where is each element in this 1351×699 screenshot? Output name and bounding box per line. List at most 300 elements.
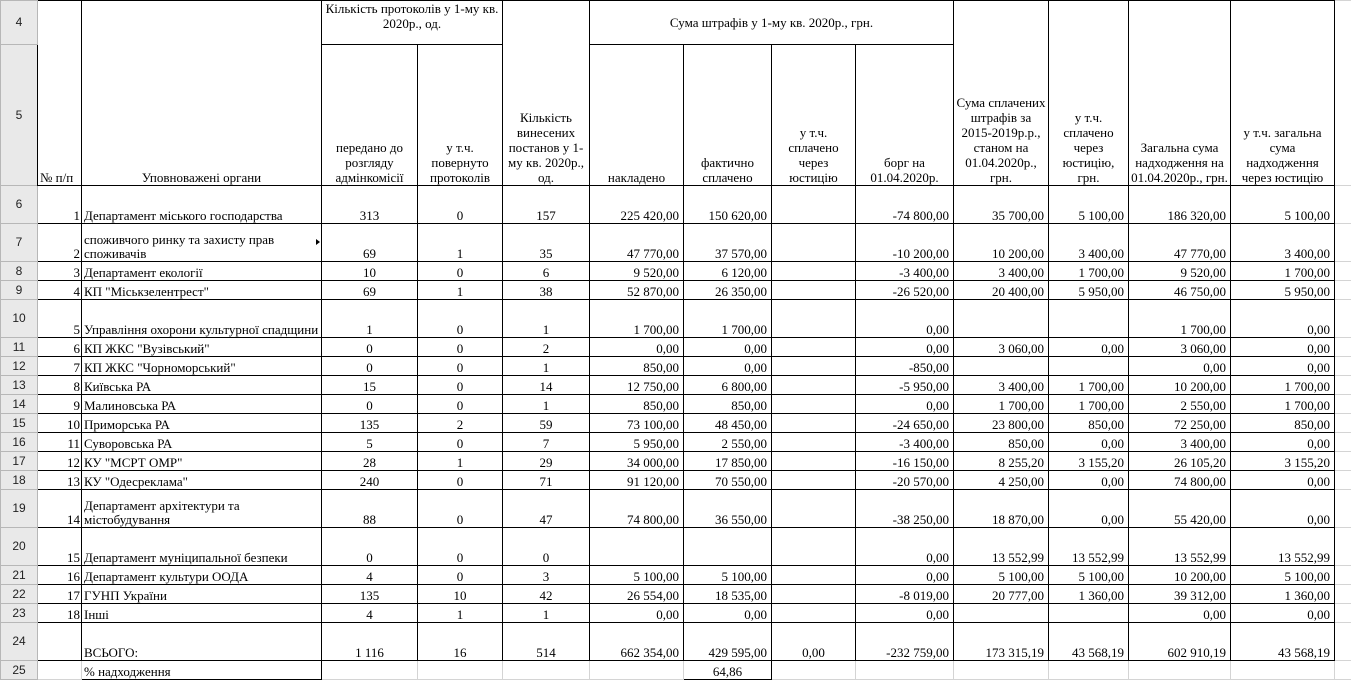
- cell-resolutions[interactable]: 1: [503, 300, 590, 338]
- cell-paid[interactable]: 6 120,00: [684, 262, 772, 281]
- cell-org[interactable]: КУ "МСРТ ОМР": [82, 452, 322, 471]
- cell-org[interactable]: Департамент культури ООДА: [82, 566, 322, 585]
- cell-total[interactable]: 74 800,00: [1129, 471, 1231, 490]
- cell-np[interactable]: 16: [38, 566, 82, 585]
- cell-transferred[interactable]: 0: [322, 528, 418, 566]
- cell-imposed[interactable]: 47 770,00: [590, 224, 684, 262]
- cell-org[interactable]: Департамент архітектури та містобудування: [82, 490, 322, 528]
- row-header[interactable]: 12: [1, 357, 38, 376]
- col-header-imposed[interactable]: накладено: [590, 45, 684, 186]
- percent-value[interactable]: 64,86: [684, 661, 772, 680]
- row-header[interactable]: 10: [1, 300, 38, 338]
- cell-paid-2015-justice[interactable]: 850,00: [1049, 414, 1129, 433]
- empty-cell[interactable]: [1335, 452, 1351, 471]
- cell-paid-2015-justice[interactable]: 0,00: [1049, 433, 1129, 452]
- cell-resolutions[interactable]: 3: [503, 566, 590, 585]
- cell-transferred[interactable]: 135: [322, 414, 418, 433]
- cell-paid-2015[interactable]: 850,00: [954, 433, 1049, 452]
- cell-resolutions[interactable]: 59: [503, 414, 590, 433]
- cell-total-justice[interactable]: 0,00: [1231, 471, 1335, 490]
- row-header[interactable]: 7: [1, 224, 38, 262]
- empty-cell[interactable]: [322, 661, 418, 680]
- cell-transferred[interactable]: 15: [322, 376, 418, 395]
- cell-paid[interactable]: 26 350,00: [684, 281, 772, 300]
- cell-paid-2015[interactable]: 10 200,00: [954, 224, 1049, 262]
- total-income-justice[interactable]: 43 568,19: [1231, 623, 1335, 661]
- row-header[interactable]: 16: [1, 433, 38, 452]
- cell-paid-2015[interactable]: 5 100,00: [954, 566, 1049, 585]
- cell-imposed[interactable]: 850,00: [590, 395, 684, 414]
- cell-debt[interactable]: 0,00: [856, 300, 954, 338]
- total-income[interactable]: 602 910,19: [1129, 623, 1231, 661]
- cell-imposed[interactable]: 850,00: [590, 357, 684, 376]
- empty-cell[interactable]: [1335, 224, 1351, 262]
- col-header-returned[interactable]: у т.ч. повернуто протоколів: [418, 45, 503, 186]
- cell-paid-2015[interactable]: [954, 604, 1049, 623]
- cell-org[interactable]: ГУНП України: [82, 585, 322, 604]
- cell-org[interactable]: Управління охорони культурної спадщини: [82, 300, 322, 338]
- cell-returned[interactable]: 0: [418, 376, 503, 395]
- total-paid-justice[interactable]: 0,00: [772, 623, 856, 661]
- cell-paid-2015-justice[interactable]: 5 950,00: [1049, 281, 1129, 300]
- cell-resolutions[interactable]: 0: [503, 528, 590, 566]
- total-paid-2015-justice[interactable]: 43 568,19: [1049, 623, 1129, 661]
- empty-cell[interactable]: [1335, 300, 1351, 338]
- cell-np[interactable]: 14: [38, 490, 82, 528]
- cell-resolutions[interactable]: 14: [503, 376, 590, 395]
- cell-total-justice[interactable]: 0,00: [1231, 300, 1335, 338]
- cell-total[interactable]: 1 700,00: [1129, 300, 1231, 338]
- cell-debt[interactable]: -3 400,00: [856, 433, 954, 452]
- cell-paid-justice[interactable]: [772, 471, 856, 490]
- cell-total[interactable]: 10 200,00: [1129, 566, 1231, 585]
- cell-paid-2015[interactable]: [954, 300, 1049, 338]
- cell-paid-2015-justice[interactable]: [1049, 604, 1129, 623]
- row-header[interactable]: 25: [1, 661, 38, 680]
- empty-cell[interactable]: [1335, 357, 1351, 376]
- row-header[interactable]: 9: [1, 281, 38, 300]
- percent-label[interactable]: % надходження: [82, 661, 322, 680]
- cell-resolutions[interactable]: 35: [503, 224, 590, 262]
- total-imposed[interactable]: 662 354,00: [590, 623, 684, 661]
- cell-org[interactable]: Департамент екології: [82, 262, 322, 281]
- cell-paid-2015[interactable]: 35 700,00: [954, 186, 1049, 224]
- empty-cell[interactable]: [1335, 414, 1351, 433]
- cell-returned[interactable]: 2: [418, 414, 503, 433]
- cell-total-justice[interactable]: 3 400,00: [1231, 224, 1335, 262]
- cell-paid-2015[interactable]: 20 777,00: [954, 585, 1049, 604]
- cell-total-justice[interactable]: 1 700,00: [1231, 262, 1335, 281]
- total-resolutions[interactable]: 514: [503, 623, 590, 661]
- cell-returned[interactable]: 0: [418, 300, 503, 338]
- cell-transferred[interactable]: 4: [322, 566, 418, 585]
- col-header-resolutions[interactable]: Кількість винесених постанов у 1-му кв. 2020р., од.: [503, 1, 590, 186]
- cell-transferred[interactable]: 4: [322, 604, 418, 623]
- cell-np[interactable]: 15: [38, 528, 82, 566]
- empty-cell[interactable]: [1335, 566, 1351, 585]
- cell-total[interactable]: 9 520,00: [1129, 262, 1231, 281]
- cell-debt[interactable]: -8 019,00: [856, 585, 954, 604]
- empty-cell[interactable]: [1129, 661, 1231, 680]
- cell-returned[interactable]: 0: [418, 566, 503, 585]
- cell-paid[interactable]: 0,00: [684, 357, 772, 376]
- empty-cell[interactable]: [1335, 471, 1351, 490]
- col-header-paid-2015[interactable]: Сума сплачених штрафів за 2015-2019р.р., станом на 01.04.2020р., грн.: [954, 1, 1049, 186]
- cell-returned[interactable]: 0: [418, 186, 503, 224]
- cell-resolutions[interactable]: 42: [503, 585, 590, 604]
- empty-cell[interactable]: [1335, 395, 1351, 414]
- cell-np[interactable]: 17: [38, 585, 82, 604]
- cell-total[interactable]: 26 105,20: [1129, 452, 1231, 471]
- col-header-transferred[interactable]: передано до розгляду адмінкомісії: [322, 45, 418, 186]
- cell-debt[interactable]: -5 950,00: [856, 376, 954, 395]
- cell-imposed[interactable]: 34 000,00: [590, 452, 684, 471]
- cell-transferred[interactable]: 5: [322, 433, 418, 452]
- cell-np[interactable]: 8: [38, 376, 82, 395]
- cell-paid-2015-justice[interactable]: 0,00: [1049, 490, 1129, 528]
- cell-resolutions[interactable]: 1: [503, 395, 590, 414]
- row-header[interactable]: 8: [1, 262, 38, 281]
- total-paid-2015[interactable]: 173 315,19: [954, 623, 1049, 661]
- cell-debt[interactable]: -20 570,00: [856, 471, 954, 490]
- empty-cell[interactable]: [1335, 623, 1351, 661]
- cell-returned[interactable]: 1: [418, 281, 503, 300]
- col-header-paid[interactable]: фактично сплачено: [684, 45, 772, 186]
- cell-paid[interactable]: 150 620,00: [684, 186, 772, 224]
- cell-paid[interactable]: 48 450,00: [684, 414, 772, 433]
- cell-paid-2015-justice[interactable]: 5 100,00: [1049, 566, 1129, 585]
- cell-total[interactable]: 72 250,00: [1129, 414, 1231, 433]
- cell-imposed[interactable]: 26 554,00: [590, 585, 684, 604]
- cell-np[interactable]: 13: [38, 471, 82, 490]
- cell-total[interactable]: 186 320,00: [1129, 186, 1231, 224]
- cell-np[interactable]: 5: [38, 300, 82, 338]
- cell-resolutions[interactable]: 47: [503, 490, 590, 528]
- row-header[interactable]: 4: [1, 1, 38, 45]
- cell-org[interactable]: Департамент муніципальної безпеки: [82, 528, 322, 566]
- cell-transferred[interactable]: 240: [322, 471, 418, 490]
- cell-transferred[interactable]: 0: [322, 338, 418, 357]
- cell-imposed[interactable]: 74 800,00: [590, 490, 684, 528]
- cell-total-justice[interactable]: 850,00: [1231, 414, 1335, 433]
- cell-debt[interactable]: -38 250,00: [856, 490, 954, 528]
- cell-paid[interactable]: 0,00: [684, 338, 772, 357]
- cell-paid[interactable]: 17 850,00: [684, 452, 772, 471]
- cell-total-justice[interactable]: 5 100,00: [1231, 566, 1335, 585]
- cell-transferred[interactable]: 10: [322, 262, 418, 281]
- cell-paid-justice[interactable]: [772, 452, 856, 471]
- row-header[interactable]: 13: [1, 376, 38, 395]
- cell-imposed[interactable]: 225 420,00: [590, 186, 684, 224]
- cell-returned[interactable]: 0: [418, 471, 503, 490]
- cell-total-justice[interactable]: 0,00: [1231, 338, 1335, 357]
- empty-cell[interactable]: [772, 661, 856, 680]
- cell-debt[interactable]: 0,00: [856, 604, 954, 623]
- cell-returned[interactable]: 1: [418, 224, 503, 262]
- empty-cell[interactable]: [954, 661, 1049, 680]
- cell-imposed[interactable]: 1 700,00: [590, 300, 684, 338]
- cell-total[interactable]: 13 552,99: [1129, 528, 1231, 566]
- cell-imposed[interactable]: 73 100,00: [590, 414, 684, 433]
- cell-imposed[interactable]: 0,00: [590, 604, 684, 623]
- cell-org[interactable]: Київська РА: [82, 376, 322, 395]
- cell-np[interactable]: 9: [38, 395, 82, 414]
- cell-paid-justice[interactable]: [772, 357, 856, 376]
- cell-transferred[interactable]: 1: [322, 300, 418, 338]
- row-header[interactable]: 23: [1, 604, 38, 623]
- cell-org[interactable]: КП ЖКС "Чорноморський": [82, 357, 322, 376]
- cell-transferred[interactable]: 0: [322, 357, 418, 376]
- cell-resolutions[interactable]: 157: [503, 186, 590, 224]
- cell-paid-2015[interactable]: 23 800,00: [954, 414, 1049, 433]
- cell-debt[interactable]: 0,00: [856, 528, 954, 566]
- cell-paid[interactable]: 1 700,00: [684, 300, 772, 338]
- cell-returned[interactable]: 0: [418, 338, 503, 357]
- cell-paid-2015-justice[interactable]: [1049, 300, 1129, 338]
- cell-resolutions[interactable]: 6: [503, 262, 590, 281]
- cell-paid-2015-justice[interactable]: [1049, 357, 1129, 376]
- empty-cell[interactable]: [1335, 186, 1351, 224]
- cell-total[interactable]: 55 420,00: [1129, 490, 1231, 528]
- cell-paid-justice[interactable]: [772, 338, 856, 357]
- cell-returned[interactable]: 0: [418, 433, 503, 452]
- empty-cell[interactable]: [1335, 281, 1351, 300]
- cell-paid-justice[interactable]: [772, 433, 856, 452]
- cell-paid-2015-justice[interactable]: 1 700,00: [1049, 376, 1129, 395]
- empty-cell[interactable]: [1335, 262, 1351, 281]
- cell-np[interactable]: 12: [38, 452, 82, 471]
- cell-transferred[interactable]: 69: [322, 224, 418, 262]
- row-header[interactable]: 14: [1, 395, 38, 414]
- cell-resolutions[interactable]: 38: [503, 281, 590, 300]
- cell-debt[interactable]: 0,00: [856, 566, 954, 585]
- cell-org[interactable]: Приморська РА: [82, 414, 322, 433]
- cell-paid-justice[interactable]: [772, 604, 856, 623]
- cell-total-justice[interactable]: 0,00: [1231, 357, 1335, 376]
- cell-np[interactable]: 7: [38, 357, 82, 376]
- cell-transferred[interactable]: 28: [322, 452, 418, 471]
- cell-transferred[interactable]: 69: [322, 281, 418, 300]
- empty-cell[interactable]: [1335, 1, 1351, 186]
- col-header-paid-2015-justice[interactable]: у т.ч. сплачено через юстицію, грн.: [1049, 1, 1129, 186]
- cell-total-justice[interactable]: 0,00: [1231, 490, 1335, 528]
- row-header[interactable]: 6: [1, 186, 38, 224]
- cell-paid-2015-justice[interactable]: 0,00: [1049, 471, 1129, 490]
- cell-returned[interactable]: 0: [418, 357, 503, 376]
- cell-total[interactable]: 10 200,00: [1129, 376, 1231, 395]
- cell-debt[interactable]: 0,00: [856, 395, 954, 414]
- total-debt[interactable]: -232 759,00: [856, 623, 954, 661]
- cell-imposed[interactable]: 5 950,00: [590, 433, 684, 452]
- cell-debt[interactable]: -24 650,00: [856, 414, 954, 433]
- cell-paid-2015[interactable]: 4 250,00: [954, 471, 1049, 490]
- cell-paid-2015[interactable]: 20 400,00: [954, 281, 1049, 300]
- col-header-np[interactable]: № п/п: [38, 1, 82, 186]
- cell-resolutions[interactable]: 1: [503, 357, 590, 376]
- cell-total[interactable]: 46 750,00: [1129, 281, 1231, 300]
- cell-paid-justice[interactable]: [772, 566, 856, 585]
- cell-resolutions[interactable]: 1: [503, 604, 590, 623]
- cell-paid[interactable]: 70 550,00: [684, 471, 772, 490]
- cell-paid-justice[interactable]: [772, 414, 856, 433]
- cell-paid-justice[interactable]: [772, 395, 856, 414]
- cell-debt[interactable]: -16 150,00: [856, 452, 954, 471]
- cell-np[interactable]: 6: [38, 338, 82, 357]
- cell-paid-2015[interactable]: 3 400,00: [954, 376, 1049, 395]
- cell-paid-justice[interactable]: [772, 300, 856, 338]
- cell-total-justice[interactable]: 5 950,00: [1231, 281, 1335, 300]
- row-header[interactable]: 20: [1, 528, 38, 566]
- cell-np[interactable]: 2: [38, 224, 82, 262]
- cell-returned[interactable]: 0: [418, 528, 503, 566]
- col-header-org[interactable]: Уповноважені органи: [82, 1, 322, 186]
- cell-transferred[interactable]: 135: [322, 585, 418, 604]
- empty-cell[interactable]: [1335, 661, 1351, 680]
- col-header-paid-justice[interactable]: у т.ч. сплачено через юстицію: [772, 45, 856, 186]
- cell-paid-justice[interactable]: [772, 528, 856, 566]
- cell-debt[interactable]: -10 200,00: [856, 224, 954, 262]
- cell-paid-justice[interactable]: [772, 490, 856, 528]
- cell-paid[interactable]: 2 550,00: [684, 433, 772, 452]
- empty-cell[interactable]: [1335, 585, 1351, 604]
- cell-paid-justice[interactable]: [772, 224, 856, 262]
- cell-total[interactable]: 0,00: [1129, 357, 1231, 376]
- cell-paid[interactable]: 36 550,00: [684, 490, 772, 528]
- cell-resolutions[interactable]: 71: [503, 471, 590, 490]
- cell-debt[interactable]: -850,00: [856, 357, 954, 376]
- row-header[interactable]: 18: [1, 471, 38, 490]
- group-header-fines[interactable]: Сума штрафів у 1-му кв. 2020р., грн.: [590, 1, 954, 45]
- cell-paid-2015-justice[interactable]: 13 552,99: [1049, 528, 1129, 566]
- cell-org[interactable]: КУ "Одесреклама": [82, 471, 322, 490]
- total-paid[interactable]: 429 595,00: [684, 623, 772, 661]
- cell-returned[interactable]: 0: [418, 490, 503, 528]
- empty-cell[interactable]: [1335, 490, 1351, 528]
- cell-np[interactable]: [38, 623, 82, 661]
- row-header[interactable]: 22: [1, 585, 38, 604]
- row-header[interactable]: 21: [1, 566, 38, 585]
- cell-paid-justice[interactable]: [772, 186, 856, 224]
- cell-total[interactable]: 3 060,00: [1129, 338, 1231, 357]
- cell-np[interactable]: 3: [38, 262, 82, 281]
- cell-resolutions[interactable]: 2: [503, 338, 590, 357]
- cell-paid-2015[interactable]: [954, 357, 1049, 376]
- empty-cell[interactable]: [1049, 661, 1129, 680]
- cell-total[interactable]: 39 312,00: [1129, 585, 1231, 604]
- cell-np[interactable]: 18: [38, 604, 82, 623]
- empty-cell[interactable]: [1335, 433, 1351, 452]
- total-label[interactable]: ВСЬОГО:: [82, 623, 322, 661]
- cell-paid[interactable]: 18 535,00: [684, 585, 772, 604]
- cell-imposed[interactable]: [590, 528, 684, 566]
- cell-org[interactable]: КП "Міськзелентрест": [82, 281, 322, 300]
- cell-transferred[interactable]: 88: [322, 490, 418, 528]
- cell-paid-2015-justice[interactable]: 0,00: [1049, 338, 1129, 357]
- cell-paid-2015-justice[interactable]: 3 155,20: [1049, 452, 1129, 471]
- cell-total[interactable]: 47 770,00: [1129, 224, 1231, 262]
- cell-np[interactable]: [38, 661, 82, 680]
- cell-org[interactable]: Інші: [82, 604, 322, 623]
- cell-np[interactable]: 1: [38, 186, 82, 224]
- cell-debt[interactable]: -26 520,00: [856, 281, 954, 300]
- empty-cell[interactable]: [1335, 604, 1351, 623]
- cell-imposed[interactable]: 91 120,00: [590, 471, 684, 490]
- row-header[interactable]: 11: [1, 338, 38, 357]
- cell-total-justice[interactable]: 1 700,00: [1231, 376, 1335, 395]
- cell-total-justice[interactable]: 13 552,99: [1231, 528, 1335, 566]
- cell-total-justice[interactable]: 1 700,00: [1231, 395, 1335, 414]
- cell-paid-2015-justice[interactable]: 1 700,00: [1049, 262, 1129, 281]
- empty-cell[interactable]: [856, 661, 954, 680]
- cell-imposed[interactable]: 9 520,00: [590, 262, 684, 281]
- empty-cell[interactable]: [1335, 528, 1351, 566]
- total-returned[interactable]: 16: [418, 623, 503, 661]
- row-header[interactable]: 5: [1, 45, 38, 186]
- empty-cell[interactable]: [503, 661, 590, 680]
- row-header[interactable]: 17: [1, 452, 38, 471]
- empty-cell[interactable]: [1231, 661, 1335, 680]
- row-header[interactable]: 24: [1, 623, 38, 661]
- col-header-total-income-justice[interactable]: у т.ч. загальна сума надходження через юстицію: [1231, 1, 1335, 186]
- cell-org[interactable]: Суворовська РА: [82, 433, 322, 452]
- cell-imposed[interactable]: 12 750,00: [590, 376, 684, 395]
- cell-resolutions[interactable]: 29: [503, 452, 590, 471]
- cell-total-justice[interactable]: 1 360,00: [1231, 585, 1335, 604]
- cell-paid-2015-justice[interactable]: 1 700,00: [1049, 395, 1129, 414]
- cell-paid-2015[interactable]: 1 700,00: [954, 395, 1049, 414]
- cell-returned[interactable]: 0: [418, 262, 503, 281]
- row-header[interactable]: 19: [1, 490, 38, 528]
- cell-debt[interactable]: -74 800,00: [856, 186, 954, 224]
- cell-paid-justice[interactable]: [772, 281, 856, 300]
- group-header-protocols[interactable]: Кількість протоколів у 1-му кв. 2020р., од.: [322, 1, 503, 45]
- cell-transferred[interactable]: 0: [322, 395, 418, 414]
- cell-imposed[interactable]: 52 870,00: [590, 281, 684, 300]
- cell-debt[interactable]: 0,00: [856, 338, 954, 357]
- cell-paid-2015[interactable]: 3 400,00: [954, 262, 1049, 281]
- cell-np[interactable]: 10: [38, 414, 82, 433]
- cell-paid-2015[interactable]: 13 552,99: [954, 528, 1049, 566]
- cell-resolutions[interactable]: 7: [503, 433, 590, 452]
- cell-paid[interactable]: 850,00: [684, 395, 772, 414]
- cell-org[interactable]: КП ЖКС "Вузівський": [82, 338, 322, 357]
- cell-np[interactable]: 4: [38, 281, 82, 300]
- row-header[interactable]: 15: [1, 414, 38, 433]
- cell-paid-2015[interactable]: 3 060,00: [954, 338, 1049, 357]
- cell-paid-justice[interactable]: [772, 262, 856, 281]
- cell-org[interactable]: Департамент міського господарства: [82, 186, 322, 224]
- col-header-debt[interactable]: борг на 01.04.2020р.: [856, 45, 954, 186]
- cell-total[interactable]: 3 400,00: [1129, 433, 1231, 452]
- total-transferred[interactable]: 1 116: [322, 623, 418, 661]
- cell-paid-justice[interactable]: [772, 585, 856, 604]
- cell-total-justice[interactable]: 5 100,00: [1231, 186, 1335, 224]
- cell-total-justice[interactable]: 0,00: [1231, 604, 1335, 623]
- cell-paid[interactable]: 37 570,00: [684, 224, 772, 262]
- cell-org[interactable]: Малиновська РА: [82, 395, 322, 414]
- col-header-total-income[interactable]: Загальна сума надходження на 01.04.2020р., грн.: [1129, 1, 1231, 186]
- cell-returned[interactable]: 0: [418, 395, 503, 414]
- cell-paid[interactable]: 0,00: [684, 604, 772, 623]
- cell-org[interactable]: споживчого ринку та захисту прав споживачів: [82, 224, 322, 262]
- cell-paid[interactable]: 6 800,00: [684, 376, 772, 395]
- cell-total-justice[interactable]: 0,00: [1231, 433, 1335, 452]
- cell-imposed[interactable]: 0,00: [590, 338, 684, 357]
- cell-returned[interactable]: 10: [418, 585, 503, 604]
- empty-cell[interactable]: [1335, 338, 1351, 357]
- empty-cell[interactable]: [418, 661, 503, 680]
- cell-total[interactable]: 2 550,00: [1129, 395, 1231, 414]
